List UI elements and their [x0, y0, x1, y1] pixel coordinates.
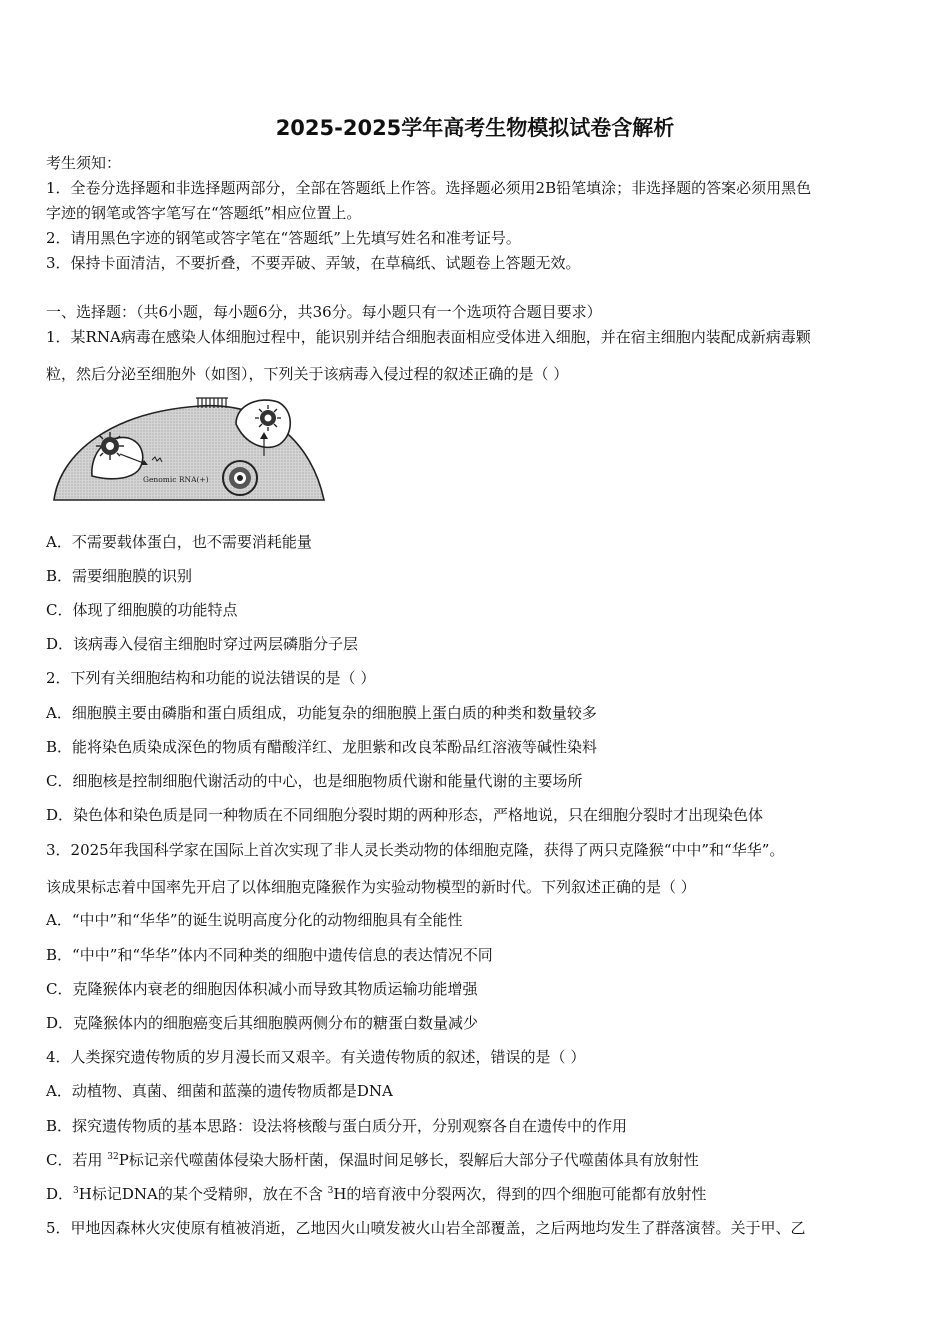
question-3-stem: 3．2025年我国科学家在国际上首次实现了非人灵长类动物的体细胞克隆，获得了两只克隆猴“中中”和“华华”。: [46, 841, 785, 859]
q4-option-a: A．动植物、真菌、细菌和蓝藻的遗传物质都是DNA: [46, 1082, 393, 1100]
q4-option-d: D．$^3$H标记DNA的某个受精卵，放在不含 $^3$H的培育液中分裂两次，得到的四个细胞可能都有放射性: [46, 1185, 707, 1203]
q2-option-c: C．细胞核是控制细胞代谢活动的中心，也是细胞物质代谢和能量代谢的主要场所: [46, 772, 583, 790]
notice-heading: 考生须知：: [46, 154, 122, 172]
question-4-stem: 4．人类探究遗传物质的岁月漫长而又艰辛。有关遗传物质的叙述，错误的是（ ）: [46, 1048, 586, 1066]
virus-infection-figure: [50, 394, 328, 502]
figure-label: Genomic RNA(+): [143, 475, 209, 484]
q3-option-a: A．“中中”和“华华”的诞生说明高度分化的动物细胞具有全能性: [46, 911, 463, 929]
notice-item: 字迹的钢笔或答字笔写在“答题纸”相应位置上。: [46, 204, 362, 222]
q4-option-c: C．若用 $^{32}$P标记亲代噬菌体侵染大肠杆菌，保温时间足够长，裂解后大部分子代噬菌体具有放射性: [46, 1151, 699, 1169]
question-1-stem-cont: 粒，然后分泌至细胞外（如图），下列关于该病毒入侵过程的叙述正确的是（ ）: [46, 365, 569, 383]
question-5-stem: 5．甲地因森林火灾使原有植被消逝，乙地因火山喷发被火山岩全部覆盖，之后两地均发生了群落演替。关于甲、乙: [46, 1219, 806, 1237]
q2-option-a: A．细胞膜主要由磷脂和蛋白质组成，功能复杂的细胞膜上蛋白质的种类和数量较多: [46, 704, 597, 722]
q2-option-b: B．能将染色质染成深色的物质有醋酸洋红、龙胆紫和改良苯酚品红溶液等碱性染料: [46, 738, 598, 756]
q1-option-b: B．需要细胞膜的识别: [46, 567, 193, 585]
q2-option-d: D．染色体和染色质是同一种物质在不同细胞分裂时期的两种形态，严格地说，只在细胞分裂时才出现染色体: [46, 806, 764, 824]
notice-item: 3．保持卡面清洁，不要折叠，不要弄破、弄皱，在草稿纸、试题卷上答题无效。: [46, 254, 581, 272]
q3-option-d: D．克隆猴体内的细胞癌变后其细胞膜两侧分布的糖蛋白数量减少: [46, 1014, 479, 1032]
section-heading: 一、选择题：（共6小题，每小题6分，共36分。每小题只有一个选项符合题目要求）: [46, 303, 602, 321]
notice-item: 2．请用黑色字迹的钢笔或答字笔在“答题纸”上先填写姓名和准考证号。: [46, 229, 521, 247]
question-1-stem: 1．某RNA病毒在感染人体细胞过程中，能识别并结合细胞表面相应受体进入细胞，并在宿主细胞内装配成新病毒颗: [46, 328, 811, 346]
question-3-stem-cont: 该成果标志着中国率先开启了以体细胞克隆猴作为实验动物模型的新时代。下列叙述正确的是（ ）: [46, 878, 696, 896]
q1-option-a: A．不需要载体蛋白，也不需要消耗能量: [46, 533, 312, 551]
q3-option-b: B．“中中”和“华华”体内不同种类的细胞中遗传信息的表达情况不同: [46, 946, 493, 964]
q1-option-d: D．该病毒入侵宿主细胞时穿过两层磷脂分子层: [46, 635, 359, 653]
page-title: 2025-2025学年高考生物模拟试卷含解析: [275, 116, 675, 140]
q1-option-c: C．体现了细胞膜的功能特点: [46, 601, 238, 619]
q3-option-c: C．克隆猴体内衰老的细胞因体积减小而导致其物质运输功能增强: [46, 980, 478, 998]
question-2-stem: 2．下列有关细胞结构和功能的说法错误的是（ ）: [46, 669, 376, 687]
notice-item: 1．全卷分选择题和非选择题两部分，全部在答题纸上作答。选择题必须用2B铅笔填涂；非选择题的答案必须用黑色: [46, 179, 812, 197]
virus-particle-left: [96, 432, 124, 460]
q4-option-b: B．探究遗传物质的基本思路：设法将核酸与蛋白质分开，分别观察各自在遗传中的作用: [46, 1117, 628, 1135]
